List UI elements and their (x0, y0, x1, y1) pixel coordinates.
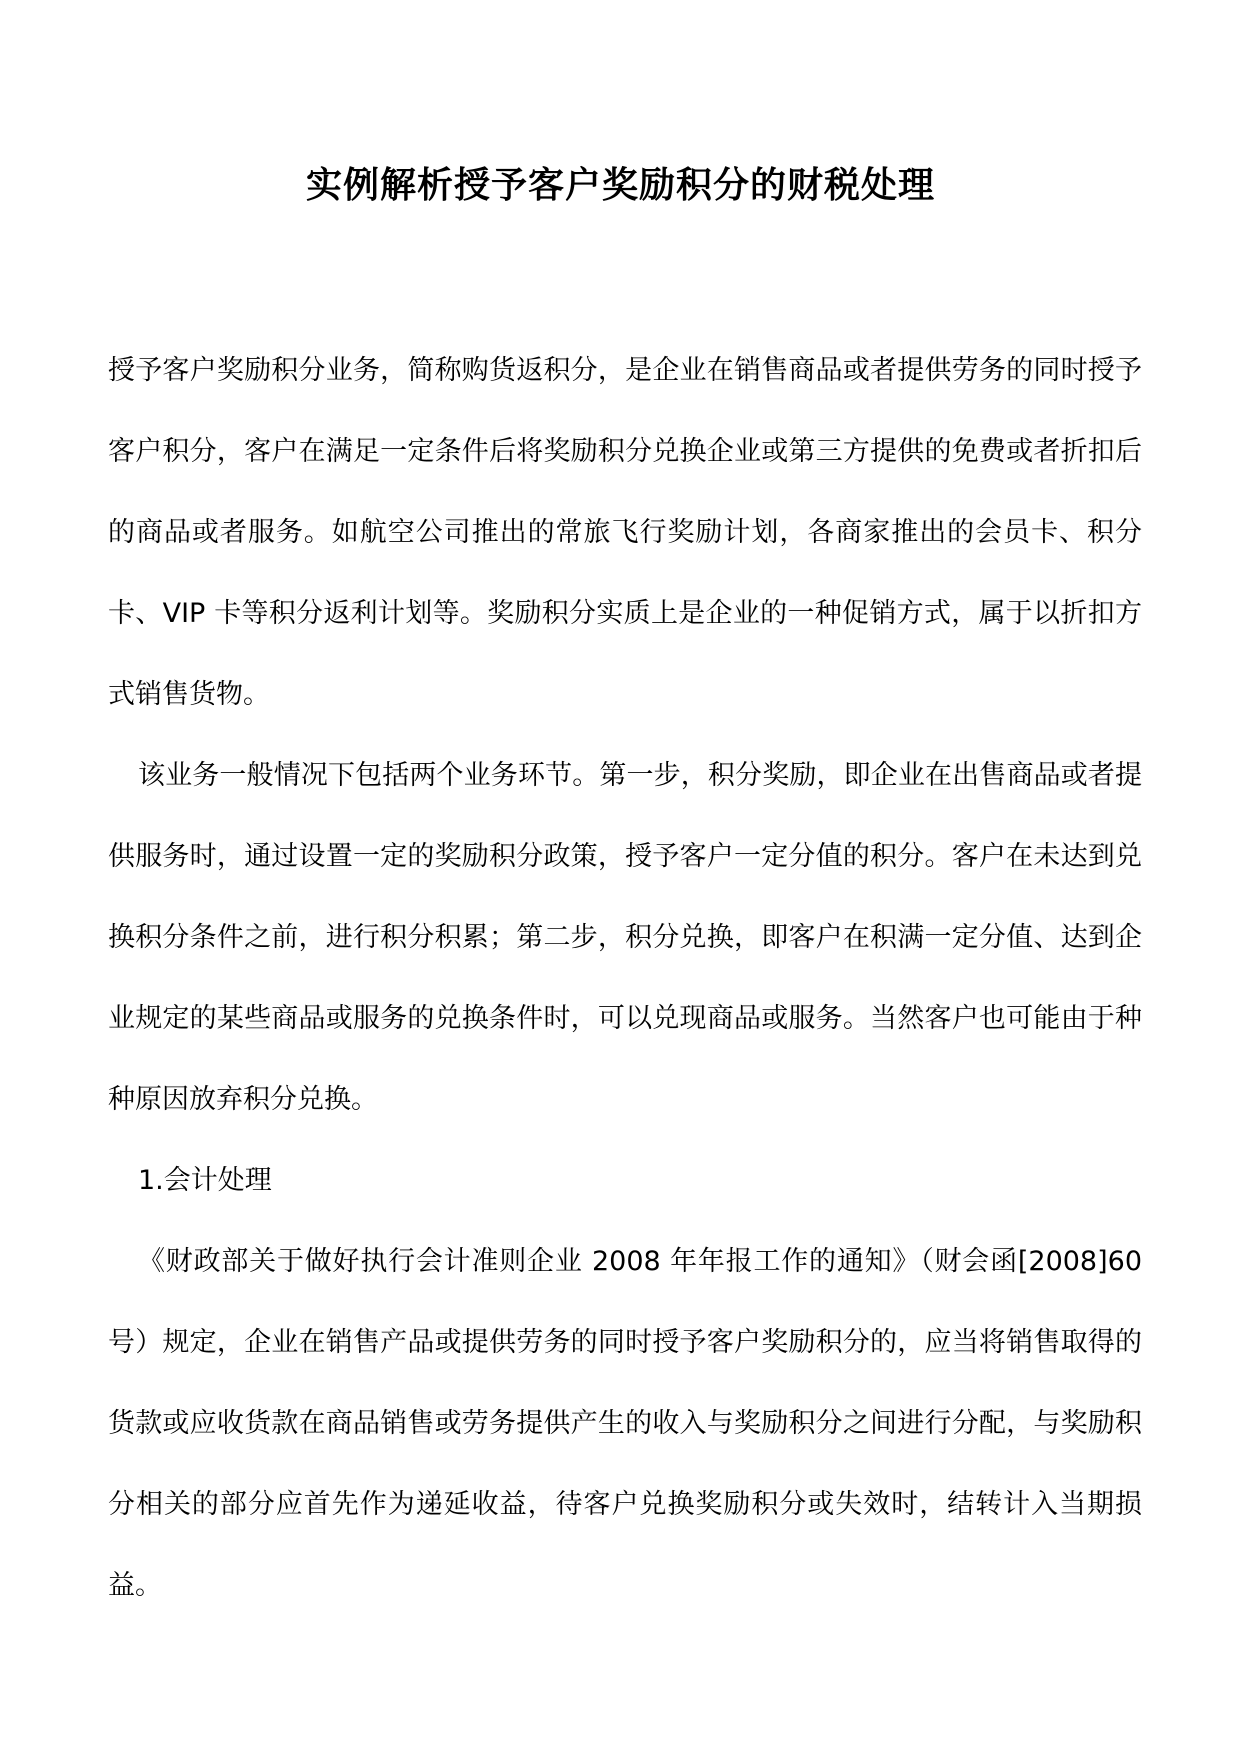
section-heading-accounting: 1.会计处理 (138, 1165, 272, 1196)
paragraph-accounting-rule: 《财政部关于做好执行会计准则企业 2008 年年报工作的通知》（财会函[2008]60 号）规定，企业在销售产品或提供劳务的同时授予客户奖励积分的，应当将销售取得的货款或应收货款在商品销售或劳务提供产生的收入与奖励积分之间进行分配，与奖励积分相关的部分应首先作为递延收益，待客户兑换奖励积分或失效时，结转计入当期损益。 (108, 1246, 1142, 1601)
paragraph-business-steps: 该业务一般情况下包括两个业务环节。第一步，积分奖励，即企业在出售商品或者提供服务时，通过设置一定的奖励积分政策，授予客户一定分值的积分。客户在未达到兑换积分条件之前，进行积分积累；第二步，积分兑换，即客户在积满一定分值、达到企业规定的某些商品或服务的兑换条件时，可以兑现商品或服务。当然客户也可能由于种种原因放弃积分兑换。 (108, 760, 1142, 1115)
document-title: 实例解析授予客户奖励积分的财税处理 (305, 165, 935, 206)
paragraph-intro: 授予客户奖励积分业务，简称购货返积分，是企业在销售商品或者提供劳务的同时授予客户积分，客户在满足一定条件后将奖励积分兑换企业或第三方提供的免费或者折扣后的商品或者服务。如航空公司推出的常旅飞行奖励计划，各商家推出的会员卡、积分卡、VIP 卡等积分返利计划等。奖励积分实质上是企业的一种促销方式，属于以折扣方式销售货物。 (108, 355, 1142, 710)
